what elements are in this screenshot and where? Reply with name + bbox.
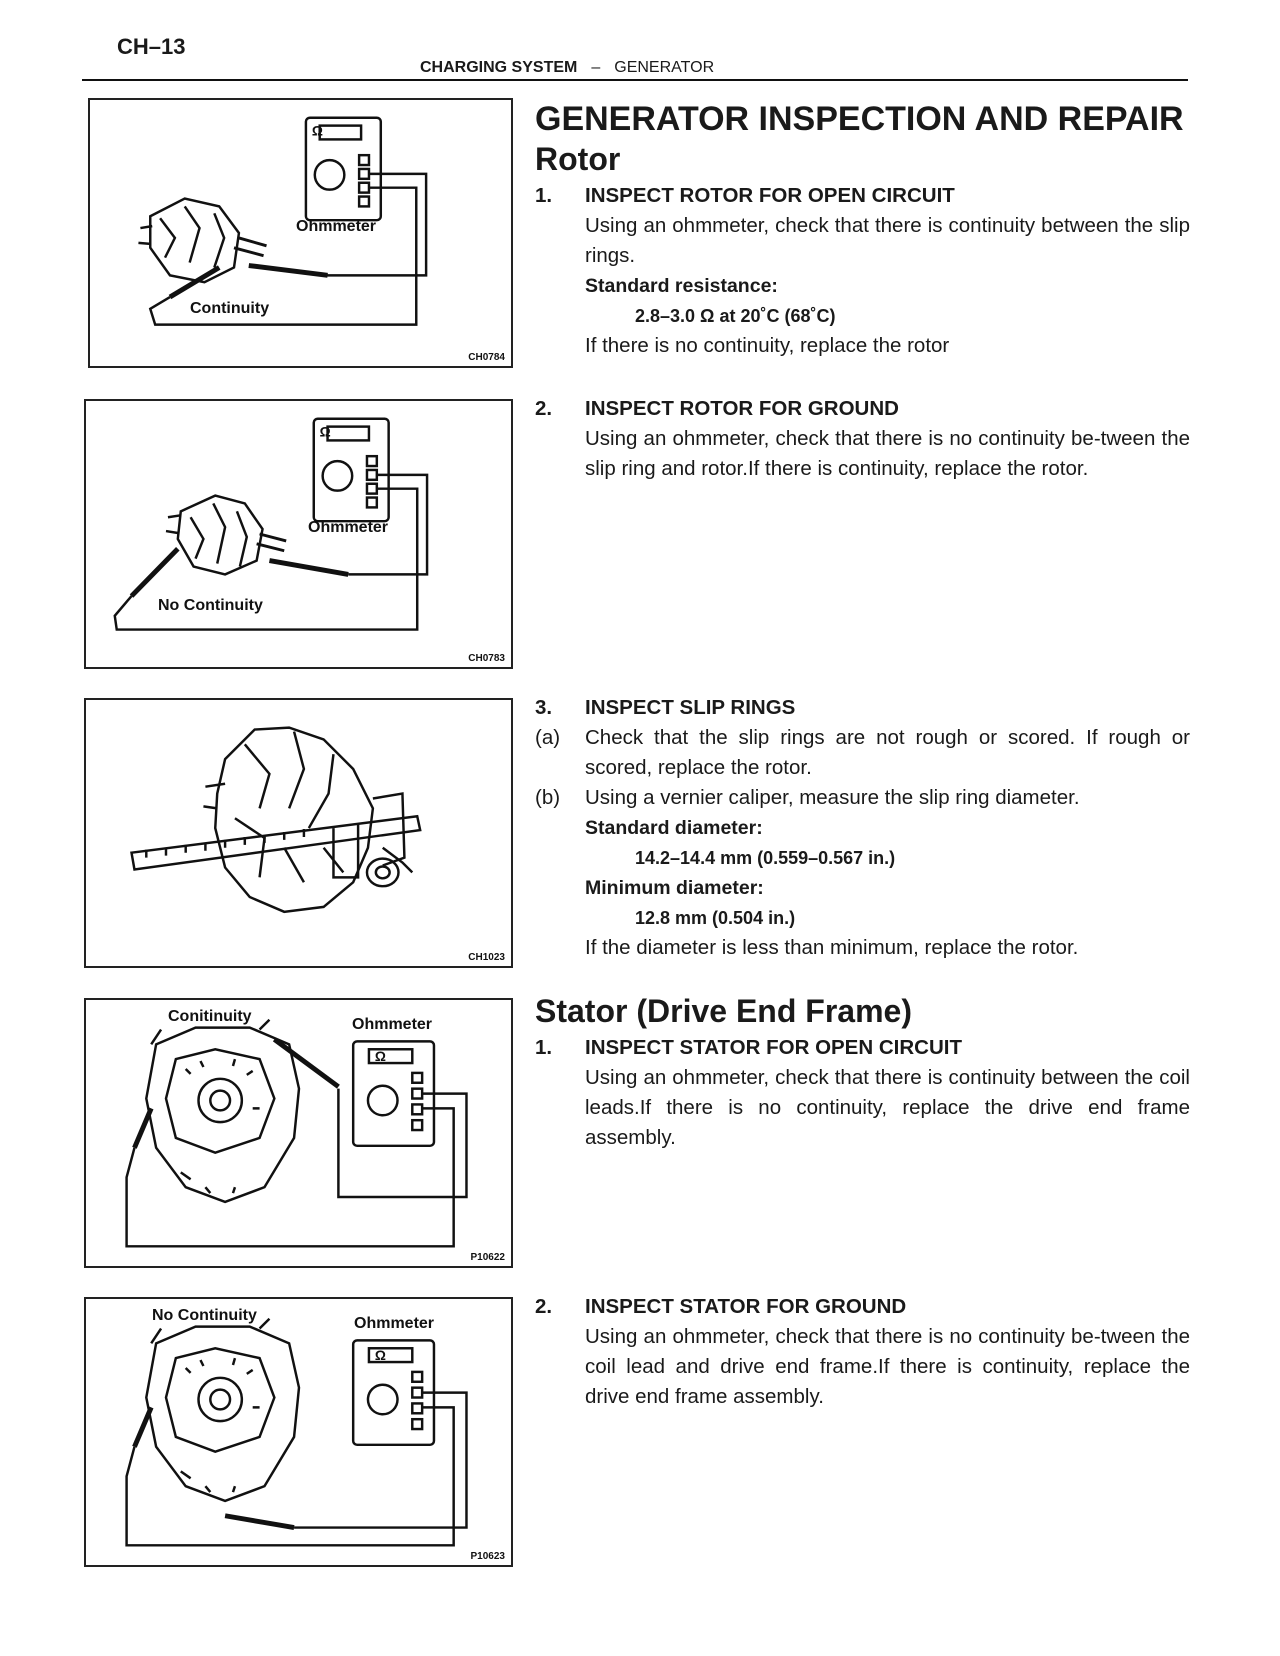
item-number: 1. — [535, 184, 553, 207]
stator-item-open-circuit — [535, 1033, 1190, 1153]
meter-display-symbol: Ω — [319, 424, 331, 440]
no-continuity-label: No Continuity — [158, 597, 263, 614]
figure-slip-ring-caliper — [84, 698, 513, 968]
ohmmeter-label: Ohmmeter — [354, 1315, 435, 1332]
figure-stator-open-circuit — [84, 998, 513, 1268]
figure-code: P10622 — [470, 1252, 505, 1263]
figure-rotor-open-circuit — [88, 98, 513, 368]
header-rule — [82, 79, 1188, 81]
rotor-item-open-circuit — [535, 181, 1190, 361]
item-number: 1. — [535, 1036, 553, 1059]
no-continuity-label: No Continuity — [152, 1307, 257, 1324]
stator-continuity-illustration — [86, 1000, 511, 1266]
figure-code: CH0783 — [468, 653, 505, 664]
header-section: CHARGING SYSTEM — [420, 59, 578, 76]
item-number: 3. — [535, 696, 553, 719]
subitem-a-text: Check that the slip rings are not rough or scored. If rough or scored, replace the rotor. — [585, 726, 1190, 779]
std-diameter-label: Standard diameter: — [585, 817, 763, 839]
item-number: 2. — [535, 397, 553, 420]
page-title: GENERATOR INSPECTION AND REPAIR — [535, 100, 1184, 138]
rotor-no-continuity-illustration — [86, 401, 511, 667]
meter-display-symbol: Ω — [374, 1348, 386, 1364]
item-body: Using an ohmmeter, check that there is continuity between the coil leads.If there is no continuity, replace the drive end frame assembly. — [585, 1066, 1190, 1149]
header-separator: – — [591, 59, 601, 76]
rotor-item-slip-rings — [535, 693, 1190, 963]
item-title: INSPECT STATOR FOR GROUND — [585, 1295, 907, 1318]
stator-heading: Stator (Drive End Frame) — [535, 993, 912, 1029]
item-body: Using an ohmmeter, check that there is no continuity be-tween the coil lead and drive end frame.If there is continuity, replace the drive end frame assembly. — [585, 1325, 1190, 1408]
continuity-label: Conitinuity — [168, 1008, 252, 1025]
ohmmeter-label: Ohmmeter — [308, 519, 389, 536]
figure-code: P10623 — [470, 1551, 505, 1562]
std-diameter-value: 14.2–14.4 mm (0.559–0.567 in.) — [635, 848, 896, 868]
spec-value: 2.8–3.0 Ω at 20˚C (68˚C) — [635, 306, 836, 326]
rotor-item-ground — [535, 394, 1190, 484]
item-body: Using an ohmmeter, check that there is no continuity be-tween the slip ring and rotor.If there is continuity, replace the rotor. — [585, 427, 1190, 480]
figure-code: CH1023 — [468, 952, 505, 963]
stator-no-continuity-illustration — [86, 1299, 511, 1565]
min-diameter-value: 12.8 mm (0.504 in.) — [635, 908, 796, 928]
meter-display-symbol: Ω — [311, 123, 323, 139]
vernier-caliper-illustration — [86, 700, 511, 966]
subitem-b-text: Using a vernier caliper, measure the slip ring diameter. — [585, 786, 1080, 809]
spec-label: Standard resistance: — [585, 275, 778, 297]
subitem-a-label: (a) — [535, 726, 561, 749]
min-diameter-label: Minimum diameter: — [585, 877, 764, 899]
page-number: CH–13 — [117, 34, 186, 59]
header-subsection: GENERATOR — [614, 59, 715, 76]
continuity-label: Continuity — [190, 300, 270, 317]
figure-stator-ground — [84, 1297, 513, 1567]
running-header — [420, 59, 714, 77]
item-title: INSPECT ROTOR FOR GROUND — [585, 397, 899, 420]
figure-code: CH0784 — [468, 352, 505, 363]
item-body: Using an ohmmeter, check that there is continuity between the slip rings. — [585, 214, 1190, 267]
item-note: If there is no continuity, replace the rotor — [585, 334, 950, 357]
subitem-b-label: (b) — [535, 786, 561, 809]
item-title: INSPECT ROTOR FOR OPEN CIRCUIT — [585, 184, 955, 207]
ohmmeter-label: Ohmmeter — [296, 218, 377, 235]
item-title: INSPECT STATOR FOR OPEN CIRCUIT — [585, 1036, 962, 1059]
rotor-heading: Rotor — [535, 141, 621, 177]
stator-item-ground — [535, 1292, 1190, 1412]
item-title: INSPECT SLIP RINGS — [585, 696, 796, 719]
meter-display-symbol: Ω — [374, 1049, 386, 1065]
figure-rotor-ground — [84, 399, 513, 669]
item-note: If the diameter is less than minimum, replace the rotor. — [585, 936, 1079, 959]
ohmmeter-label: Ohmmeter — [352, 1016, 433, 1033]
item-number: 2. — [535, 1295, 553, 1318]
